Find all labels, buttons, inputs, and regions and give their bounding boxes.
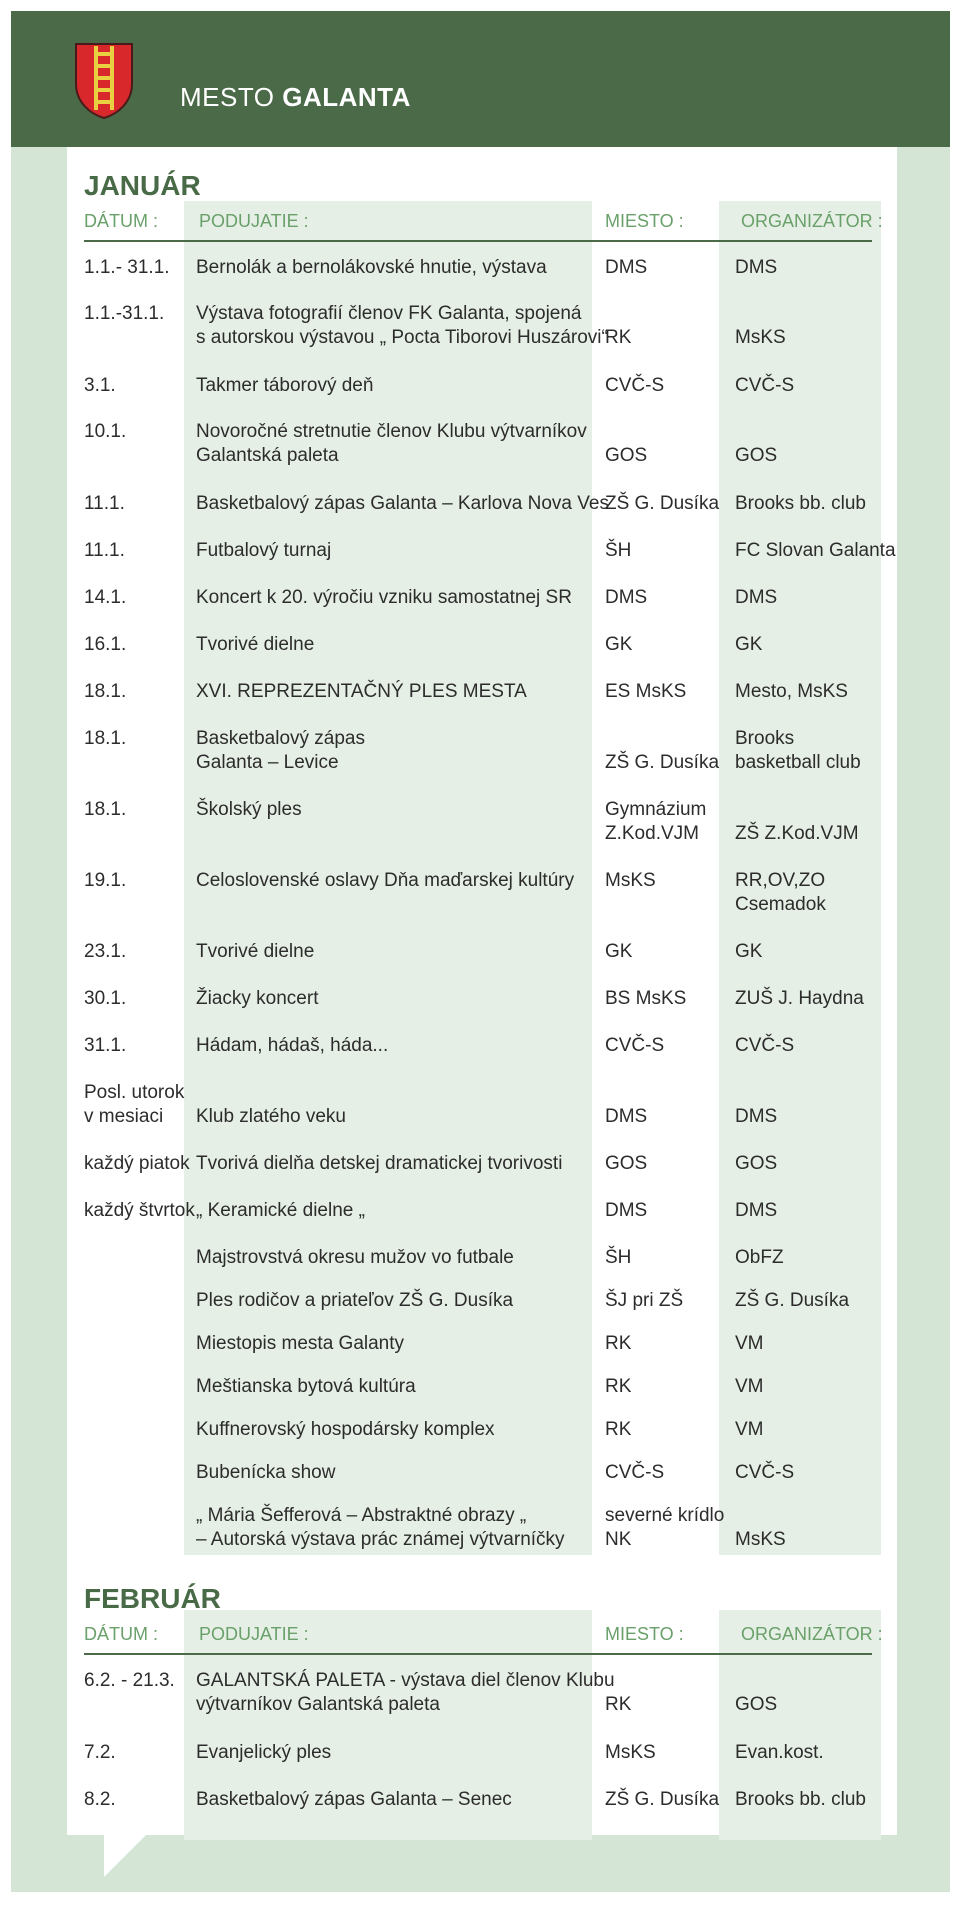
cell-org: GK bbox=[735, 941, 763, 962]
cell-place: RK bbox=[605, 1333, 632, 1354]
cell-date: 18.1. bbox=[84, 799, 127, 820]
cell-place: DMS bbox=[605, 1200, 648, 1221]
cell-org: DMS bbox=[735, 1200, 778, 1221]
cell-event: Klub zlatého veku bbox=[196, 1106, 346, 1127]
cell-event: Kuffnerovský hospodársky komplex bbox=[196, 1419, 495, 1440]
cell-place: DMS bbox=[605, 587, 648, 608]
cell-event: Ples rodičov a priateľov ZŠ G. Dusíka bbox=[196, 1290, 514, 1311]
cell-place: GOS bbox=[605, 445, 648, 466]
col-header-place: MIESTO : bbox=[605, 211, 684, 231]
brand-prefix: MESTO bbox=[180, 82, 275, 112]
cell-date: 1.1.-31.1. bbox=[84, 303, 165, 324]
cell-event: Tvorivé dielne bbox=[196, 941, 315, 962]
cell-event: Evanjelický ples bbox=[196, 1742, 332, 1763]
cell-event: výtvarníkov Galantská paleta bbox=[196, 1694, 440, 1715]
cell-place: RK bbox=[605, 1376, 632, 1397]
cell-event: Futbalový turnaj bbox=[196, 540, 332, 561]
cell-org: Brooks bb. club bbox=[735, 493, 866, 514]
cell-org: RR,OV,ZO bbox=[735, 870, 826, 891]
cell-org: GK bbox=[735, 634, 763, 655]
cell-place: GOS bbox=[605, 1153, 648, 1174]
cell-date: 23.1. bbox=[84, 941, 127, 962]
cell-event: Basketbalový zápas Galanta – Senec bbox=[196, 1789, 512, 1810]
cell-date: 10.1. bbox=[84, 421, 127, 442]
city-brand bbox=[180, 82, 411, 113]
cell-date: 11.1. bbox=[84, 493, 125, 514]
cell-org: MsKS bbox=[735, 1529, 786, 1550]
header-rule bbox=[84, 240, 872, 242]
cell-date: každý štvrtok bbox=[84, 1200, 195, 1221]
cell-org: CVČ-S bbox=[735, 1035, 795, 1056]
cell-event: Hádam, hádaš, háda... bbox=[196, 1035, 389, 1056]
month-title-januar: JANUÁR bbox=[84, 170, 201, 201]
cell-event: s autorskou výstavou „ Pocta Tiborovi Huszárovi“ bbox=[196, 327, 608, 348]
cell-org: DMS bbox=[735, 257, 778, 278]
cell-org: CVČ-S bbox=[735, 1462, 795, 1483]
cell-place: GK bbox=[605, 634, 633, 655]
cell-org: DMS bbox=[735, 1106, 778, 1127]
cell-date: 14.1. bbox=[84, 587, 127, 608]
cell-org: basketball club bbox=[735, 752, 861, 773]
cell-event: Miestopis mesta Galanty bbox=[196, 1333, 405, 1354]
cell-place: DMS bbox=[605, 1106, 648, 1127]
cell-place: RK bbox=[605, 1694, 632, 1715]
col-header-event: PODUJATIE : bbox=[199, 1624, 309, 1644]
cell-date: v mesiaci bbox=[84, 1106, 164, 1127]
cell-event: Výstava fotografií členov FK Galanta, spojená bbox=[196, 303, 582, 324]
month-title-februar: FEBRUÁR bbox=[84, 1583, 221, 1614]
cell-place: ZŠ G. Dusíka bbox=[605, 493, 720, 514]
cell-event: „ Mária Šefferová – Abstraktné obrazy „ bbox=[196, 1505, 527, 1526]
col-header-organizer: ORGANIZÁTOR : bbox=[741, 211, 883, 231]
cell-event: Basketbalový zápas Galanta – Karlova Nova Ves bbox=[196, 493, 609, 514]
cell-place: ŠH bbox=[605, 1247, 632, 1268]
col-header-organizer: ORGANIZÁTOR : bbox=[741, 1624, 883, 1644]
cell-event: Takmer táborový deň bbox=[196, 375, 374, 396]
cell-place: CVČ-S bbox=[605, 1035, 665, 1056]
cell-place: MsKS bbox=[605, 1742, 656, 1763]
cell-org: ObFZ bbox=[735, 1247, 784, 1268]
cell-event: Novoročné stretnutie členov Klubu výtvarníkov bbox=[196, 421, 587, 442]
cell-place: ES MsKS bbox=[605, 681, 687, 702]
coat-of-arms-icon bbox=[72, 40, 136, 120]
cell-place: GK bbox=[605, 941, 633, 962]
cell-date: 3.1. bbox=[84, 375, 116, 396]
cell-org: GOS bbox=[735, 1153, 778, 1174]
col-header-date: DÁTUM : bbox=[84, 211, 158, 231]
cell-org: VM bbox=[735, 1376, 764, 1397]
cell-event: Basketbalový zápas bbox=[196, 728, 365, 749]
card-tail bbox=[104, 1835, 146, 1877]
cell-date: 19.1. bbox=[84, 870, 127, 891]
cell-event: Žiacky koncert bbox=[196, 988, 319, 1009]
cell-place: ŠJ pri ZŠ bbox=[605, 1290, 684, 1311]
cell-date: 6.2. - 21.3. bbox=[84, 1670, 175, 1691]
col-header-date: DÁTUM : bbox=[84, 1624, 158, 1644]
cell-org: ZŠ Z.Kod.VJM bbox=[735, 823, 859, 844]
cell-org: GOS bbox=[735, 445, 778, 466]
cell-org: Mesto, MsKS bbox=[735, 681, 848, 702]
cell-event: GALANTSKÁ PALETA - výstava diel členov Klubu bbox=[196, 1670, 615, 1691]
cell-date: 30.1. bbox=[84, 988, 127, 1009]
cell-date: 1.1.- 31.1. bbox=[84, 257, 170, 278]
cell-place: MsKS bbox=[605, 870, 656, 891]
cell-date: 8.2. bbox=[84, 1789, 116, 1810]
brand-name: GALANTA bbox=[282, 82, 411, 112]
cell-place: DMS bbox=[605, 257, 648, 278]
header-rule bbox=[84, 1653, 872, 1655]
cell-date: 31.1. bbox=[84, 1035, 127, 1056]
cell-place: ZŠ G. Dusíka bbox=[605, 1789, 720, 1810]
cell-event: „ Keramické dielne „ bbox=[196, 1200, 365, 1221]
cell-event: Majstrovstvá okresu mužov vo futbale bbox=[196, 1247, 514, 1268]
cell-org: Brooks bb. club bbox=[735, 1789, 866, 1810]
col-header-event: PODUJATIE : bbox=[199, 211, 309, 231]
cell-place: severné krídlo bbox=[605, 1505, 725, 1526]
cell-org: Evan.kost. bbox=[735, 1742, 824, 1763]
cell-date: Posl. utorok bbox=[84, 1082, 185, 1103]
cell-org: ZUŠ J. Haydna bbox=[735, 988, 864, 1009]
cell-org: MsKS bbox=[735, 327, 786, 348]
cell-event: XVI. REPREZENTAČNÝ PLES MESTA bbox=[196, 681, 527, 702]
cell-place: RK bbox=[605, 1419, 632, 1440]
cell-event: Koncert k 20. výročiu vzniku samostatnej SR bbox=[196, 587, 572, 608]
cell-event: – Autorská výstava prác známej výtvarníčky bbox=[196, 1529, 565, 1550]
col-header-place: MIESTO : bbox=[605, 1624, 684, 1644]
cell-org: CVČ-S bbox=[735, 375, 795, 396]
cell-org: Brooks bbox=[735, 728, 795, 749]
cell-date: 7.2. bbox=[84, 1742, 116, 1763]
cell-place: CVČ-S bbox=[605, 1462, 665, 1483]
cell-org: VM bbox=[735, 1419, 764, 1440]
cell-date: 18.1. bbox=[84, 728, 127, 749]
cell-place: RK bbox=[605, 327, 632, 348]
cell-org: Csemadok bbox=[735, 894, 826, 915]
cell-event: Meštianska bytová kultúra bbox=[196, 1376, 416, 1397]
cell-place: ZŠ G. Dusíka bbox=[605, 752, 720, 773]
cell-org: VM bbox=[735, 1333, 764, 1354]
cell-place: BS MsKS bbox=[605, 988, 687, 1009]
cell-date: 18.1. bbox=[84, 681, 127, 702]
cell-place: ŠH bbox=[605, 540, 632, 561]
cell-org: FC Slovan Galanta bbox=[735, 540, 896, 561]
cell-org: GOS bbox=[735, 1694, 778, 1715]
cell-date: 11.1. bbox=[84, 540, 125, 561]
cell-org: ZŠ G. Dusíka bbox=[735, 1290, 850, 1311]
cell-event: Galantská paleta bbox=[196, 445, 339, 466]
cell-event: Bubenícka show bbox=[196, 1462, 336, 1483]
cell-place: CVČ-S bbox=[605, 375, 665, 396]
cell-event: Galanta – Levice bbox=[196, 752, 339, 773]
cell-place: Z.Kod.VJM bbox=[605, 823, 699, 844]
cell-org: DMS bbox=[735, 587, 778, 608]
cell-event: Tvorivé dielne bbox=[196, 634, 315, 655]
cell-event: Tvorivá dielňa detskej dramatickej tvorivosti bbox=[196, 1153, 563, 1174]
cell-date: 16.1. bbox=[84, 634, 127, 655]
cell-place: NK bbox=[605, 1529, 632, 1550]
cell-place: Gymnázium bbox=[605, 799, 707, 820]
cell-event: Bernolák a bernolákovské hnutie, výstava bbox=[196, 257, 547, 278]
page-header bbox=[11, 11, 950, 147]
cell-event: Školský ples bbox=[196, 799, 302, 820]
cell-event: Celoslovenské oslavy Dňa maďarskej kultúry bbox=[196, 870, 575, 891]
cell-date: každý piatok bbox=[84, 1153, 190, 1174]
